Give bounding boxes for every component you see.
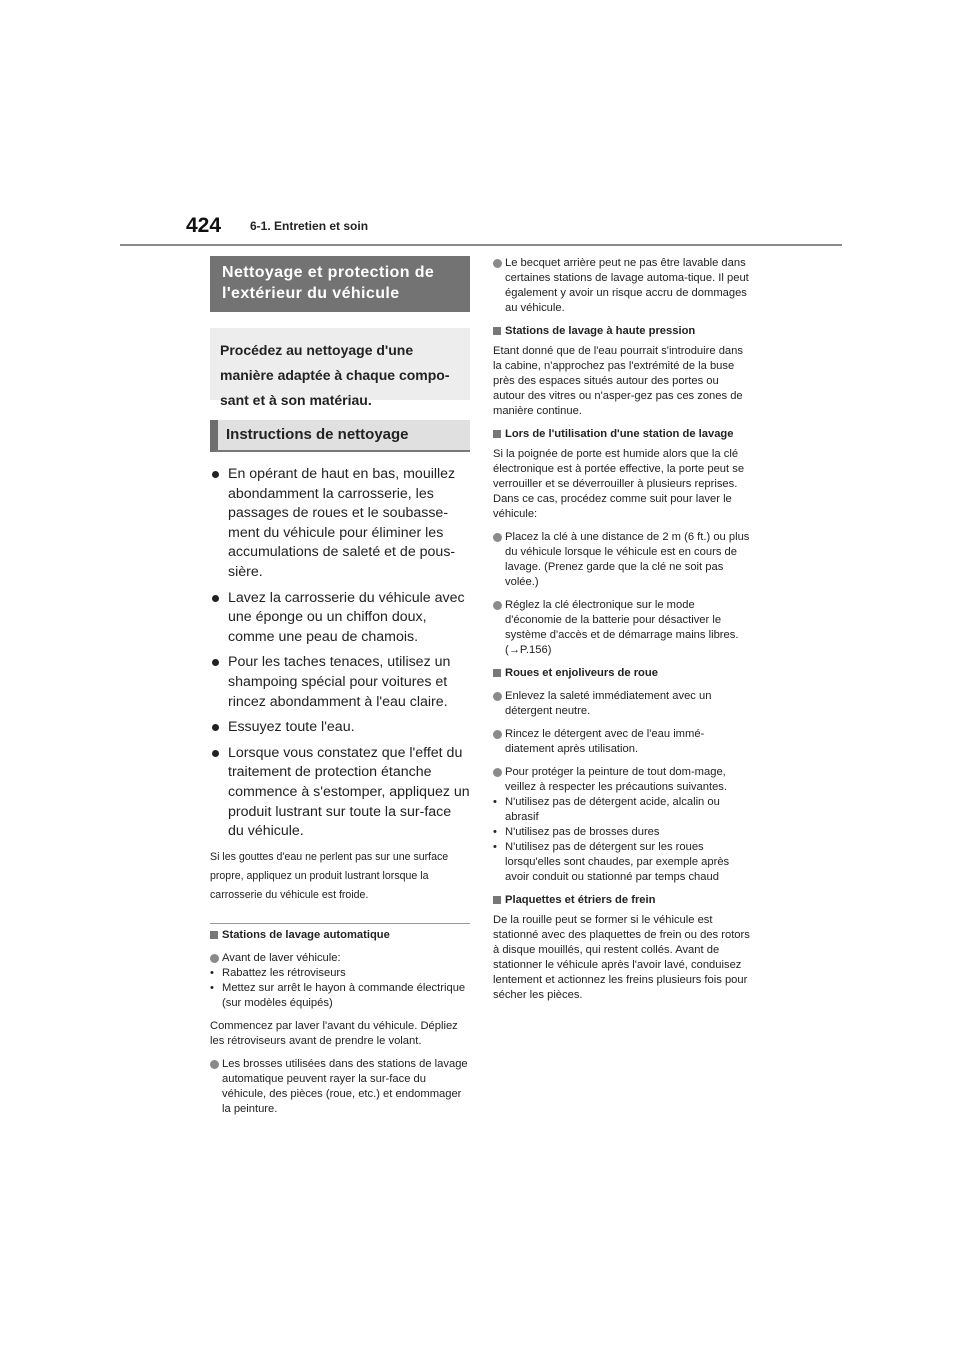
car-wash-item: Placez la clé à une distance de 2 m (6 ft.) ou plus du véhicule lorsque le véhicule est en cours de lavage. (Prenez garde que la clé ne soit pas volée.) (493, 530, 751, 590)
list-item: • N'utilisez pas de détergent acide, alcalin ou abrasif (493, 795, 751, 825)
header-rule (120, 244, 842, 246)
cleaning-instructions-list (210, 465, 470, 842)
list-item: Lavez la carrosserie du véhicule avec une éponge ou un chiffon doux, comme une peau de chamois. (210, 589, 470, 648)
auto-wash-dash-list (210, 966, 470, 1011)
car-wash-item: Réglez la clé électronique sur le mode d'économie de la batterie pour désactiver le système d'accès et de démarrage mains libres.(→P.156) (493, 598, 751, 658)
wheels-item: Enlevez la saleté immédiatement avec un détergent neutre. (493, 689, 751, 719)
car-wash-heading: Lors de l'utilisation d'une station de lavage (493, 427, 751, 442)
wheels-heading: Roues et enjoliveurs de roue (493, 666, 751, 681)
list-item: En opérant de haut en bas, mouillez abondamment la carrosserie, les passages de roues et le soubasse-ment du véhicule pour éliminer les accumulations de saleté et de pous-sière. (210, 465, 470, 583)
subsection-title: Instructions de nettoyage (210, 420, 470, 452)
list-item: • Rabattez les rétroviseurs (210, 966, 470, 981)
spoiler-item: Le becquet arrière peut ne pas être lavable dans certaines stations de lavage automa-tique. Il peut également y avoir un risque accru de dommages au véhicule. (493, 256, 751, 316)
auto-wash-item: Les brosses utilisées dans des stations de lavage automatique peuvent rayer la sur-face du véhicule, des pièces (roue, etc.) et endommager la peinture. (210, 1057, 470, 1117)
wheels-item: Rincez le détergent avec de l'eau immé-diatement après utilisation. (493, 727, 751, 757)
wheels-item: Pour protéger la peinture de tout dom-mage, veillez à respecter les précautions suivantes. (493, 765, 751, 795)
section-label: 6-1. Entretien et soin (250, 219, 369, 233)
wax-note: Si les gouttes d'eau ne perlent pas sur une surface propre, appliquez un produit lustrant lorsque la carrosserie du véhicule est froide. (210, 850, 449, 901)
brakes-paragraph: De la rouille peut se former si le véhicule est stationné avec des plaquettes de frein ou des rotors à disque mouillés, qui restent collés. Avant de stationner le véhicule après l'avoir lavé, conduisez lentement et actionnez les freins plusieurs fois pour sécher les pièces. (493, 914, 750, 1001)
section-title: Nettoyage et protection de l'extérieur du véhicule (210, 256, 470, 312)
left-column (210, 256, 470, 1117)
list-item: • Mettez sur arrêt le hayon à commande électrique (sur modèles équipés) (210, 981, 470, 1011)
page-number: 424 (186, 214, 222, 237)
list-item: Essuyez toute l'eau. (210, 718, 470, 738)
brakes-heading: Plaquettes et étriers de frein (493, 893, 751, 908)
list-item: • N'utilisez pas de détergent sur les roues lorsqu'elles sont chaudes, par exemple après avoir conduit ou stationné par temps chaud (493, 840, 751, 885)
auto-wash-paragraph: Commencez par laver l'avant du véhicule. Dépliez les rétroviseurs avant de prendre le volant. (210, 1019, 458, 1047)
intro-box: Procédez au nettoyage d'une manière adaptée à chaque compo-sant et à son matériau. (210, 328, 470, 400)
high-pressure-paragraph: Etant donné que de l'eau pourrait s'introduire dans la cabine, n'approchez pas l'extrémité de la buse près des espaces situés autour des portes ou autour des vitres ou n'asper-gez pas ces zones de manière continue. (493, 345, 743, 417)
list-item: Pour les taches tenaces, utilisez un shampoing spécial pour voitures et rincez abondamment à l'eau claire. (210, 653, 470, 712)
car-wash-paragraph: Si la poignée de porte est humide alors que la clé électronique est à portée effective, la porte peut se verrouiller et se déverrouiller à plusieurs reprises. Dans ce cas, procédez comme suit pour laver le véhicule: (493, 448, 745, 520)
high-pressure-heading: Stations de lavage à haute pression (493, 324, 751, 339)
right-column (493, 256, 751, 1003)
list-item: • N'utilisez pas de brosses dures (493, 825, 751, 840)
list-item: Lorsque vous constatez que l'effet du traitement de protection étanche commence à s'estomper, appliquez un produit lustrant sur toute la sur-face du véhicule. (210, 744, 470, 842)
auto-wash-heading: Stations de lavage automatique (210, 928, 470, 943)
auto-wash-item: Avant de laver véhicule: (210, 951, 470, 966)
divider (210, 923, 470, 924)
wheels-dash-list (493, 795, 751, 885)
